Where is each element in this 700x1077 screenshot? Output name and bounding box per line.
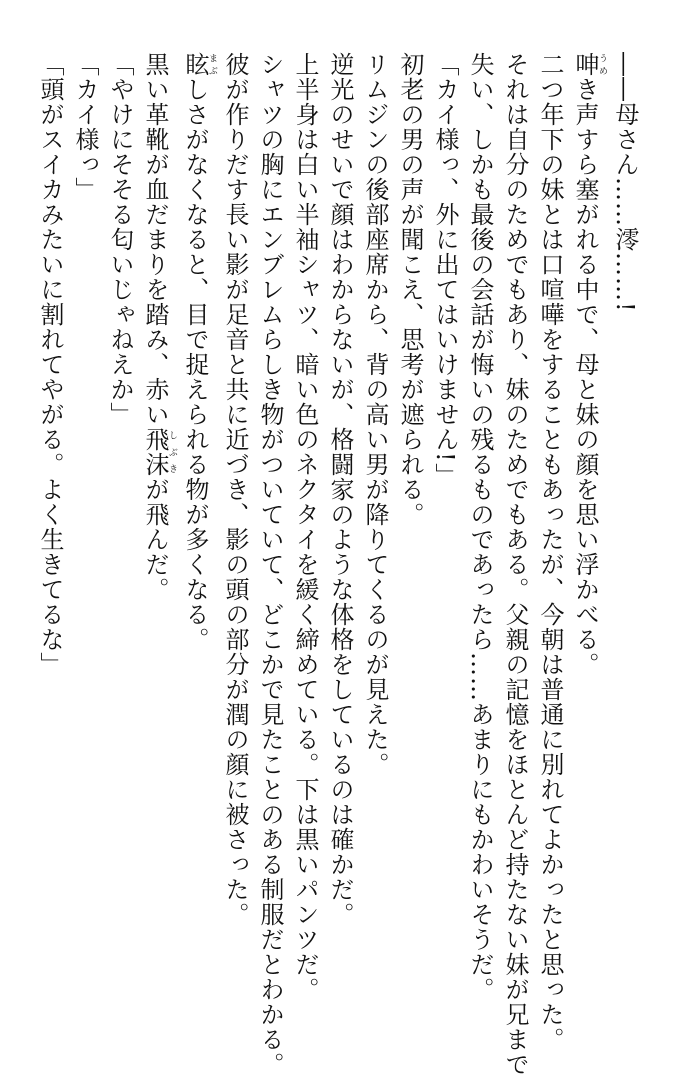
text-line: 失い、しかも最後の会話が悔いの残るものであったら……あまりにもかわいそうだ。	[466, 52, 494, 1002]
text-line: 上半身は白い半袖シャツ、暗い色のネクタイを緩く締めている。下は黒いパンツだ。	[291, 52, 319, 1002]
text-line: 呻うめき声すら塞がれる中で、母と妹の顔を思い浮かべる。	[571, 52, 607, 677]
text-line: 「やけにそそる匂いじゃねえか」	[106, 52, 134, 427]
text-line: 黒い革靴が血だまりを踏み、赤い飛沫しぶきが飛んだ。	[141, 52, 177, 602]
text-line: 逆光のせいで顔はわからないが、格闘家のような体格をしているのは確かだ。	[326, 52, 354, 927]
vertical-text-body	[32, 52, 642, 1077]
text-line: 「カイ様っ、外に出てはいけません!」	[431, 52, 459, 488]
text-line: シャツの胸にエンブレムらしき物がついていて、どこかで見たことのある制服だとわかる。	[256, 52, 284, 1077]
text-line: リムジンの後部座席から、背の高い男が降りてくるのが見えた。	[361, 52, 389, 777]
text-line: 眩まぶしさがなくなると、目で捉えられる物が多くなる。	[181, 52, 217, 652]
text-line-rest: き声すら塞がれる中で、母と妹の顔を思い浮かべる。	[571, 77, 599, 677]
text-line: ――母さん……澪……!	[611, 52, 639, 313]
text-line: それは自分のためでもあり、妹のためでもある。父親の記憶をほとんど持たない妹が兄まで	[501, 52, 529, 1077]
text-line: 「頭がスイカみたいに割れてやがる。よく生きてるな」	[36, 52, 64, 677]
text-line: 初老の男の声が聞こえ、思考が遮られる。	[396, 52, 424, 527]
text-line: 二つ年下の妹とは口喧嘩をすることもあったが、今朝は普通に別れてよかったと思った。	[536, 52, 564, 1052]
ruby-annotation: うめ	[597, 52, 607, 77]
text-line: 「カイ様っ」	[71, 52, 99, 202]
text-line-rest: しさがなくなると、目で捉えられる物が多くなる。	[181, 77, 209, 652]
text-line-part: 黒い革靴が血だまりを踏み、赤い	[141, 52, 169, 427]
ruby-annotation: しぶき	[167, 427, 177, 477]
text-line-part: が飛んだ。	[141, 477, 169, 602]
text-line: 彼が作りだす長い影が足音と共に近づき、影の頭の部分が潤の顔に被さった。	[221, 52, 249, 927]
ruby-annotation: まぶ	[207, 52, 217, 77]
